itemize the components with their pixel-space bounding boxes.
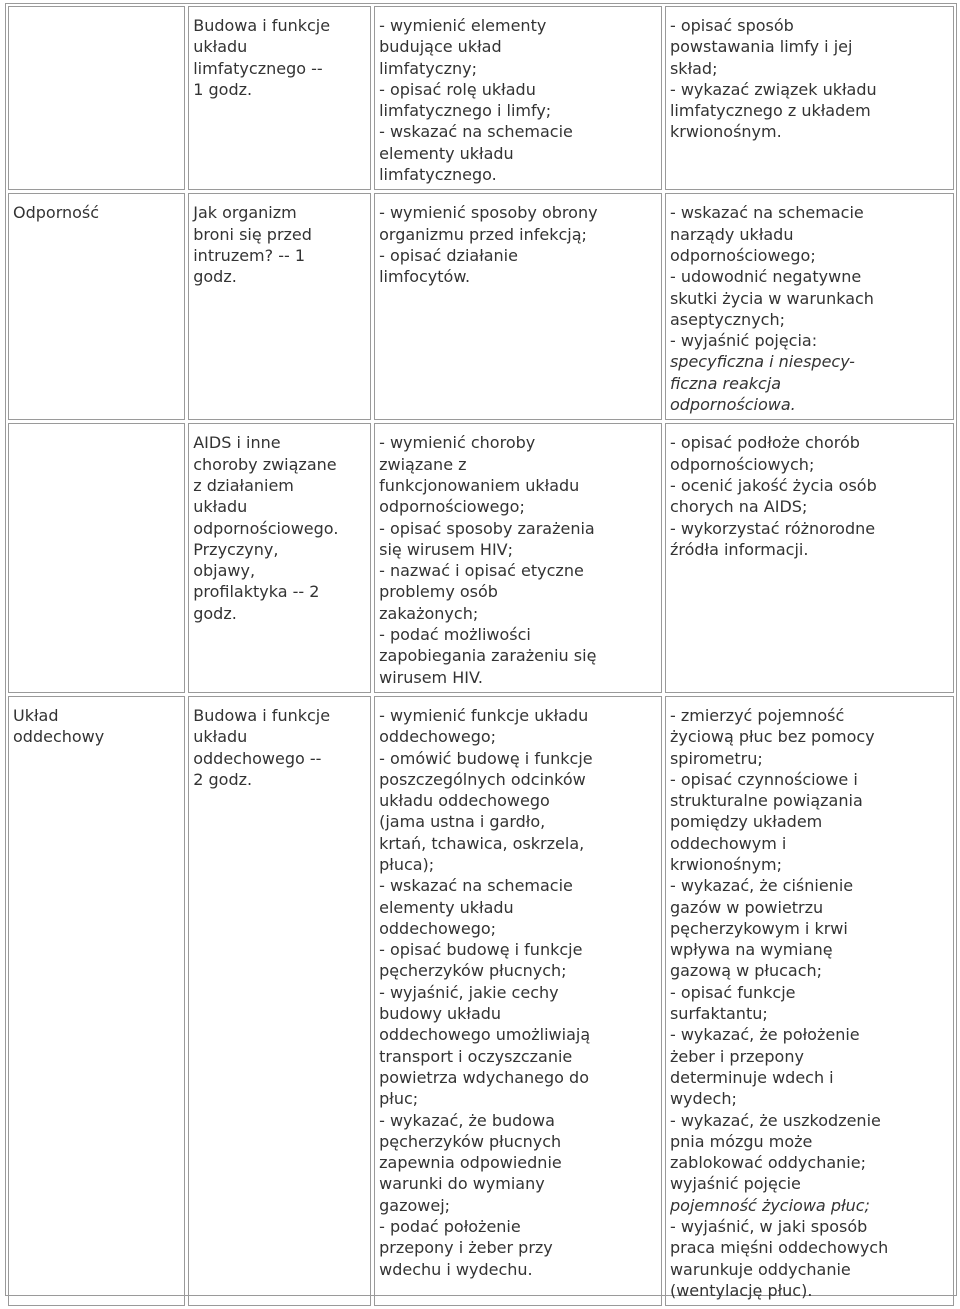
- basic-line: zapobiegania zarażeniu się: [379, 646, 597, 666]
- basic-requirements-cell: [374, 423, 662, 693]
- extended-line: powstawania limfy i jej: [669, 37, 853, 57]
- topic-line: intruzem? -- 1: [193, 245, 306, 265]
- table-row: [8, 696, 954, 1306]
- basic-line: oddechowego umożliwiają: [379, 1025, 591, 1045]
- table-row: [8, 193, 954, 420]
- extended-line-italic: odpornościowa.: [669, 395, 796, 415]
- basic-line: oddechowego;: [379, 727, 497, 747]
- topic-line: odpornościowego.: [193, 518, 339, 538]
- basic-requirements-cell: [374, 696, 662, 1306]
- topic-line: profilaktyka -- 2: [193, 582, 320, 602]
- basic-line: organizmu przed infekcją;: [379, 224, 587, 244]
- extended-line: warunkuje oddychanie: [669, 1259, 851, 1279]
- extended-line: - wyjaśnić pojęcia:: [669, 331, 818, 351]
- topic-line: Przyczyny,: [193, 539, 279, 559]
- basic-line: - wymienić choroby: [379, 433, 536, 453]
- extended-line: - opisać sposób: [669, 16, 794, 35]
- topic-cell: [188, 696, 371, 1306]
- basic-line: poszczególnych odcinków: [379, 769, 586, 789]
- basic-line: budujące układ: [379, 37, 502, 57]
- topic-line: objawy,: [193, 561, 256, 581]
- basic-line: wdechu i wydechu.: [379, 1259, 533, 1279]
- basic-line: - opisać działanie: [379, 245, 518, 265]
- extended-line: - ocenić jakość życia osób: [669, 475, 877, 495]
- basic-line: płuca);: [379, 854, 435, 874]
- topic-line: układu: [193, 37, 248, 57]
- extended-line: gazową w płucach;: [669, 961, 823, 981]
- extended-line: życiową płuc bez pomocy: [669, 727, 875, 747]
- basic-line: wirusem HIV.: [379, 667, 483, 687]
- extended-line-italic: pojemność życiowa płuc;: [669, 1195, 870, 1215]
- basic-line: gazowej;: [379, 1195, 451, 1215]
- extended-line: narządy układu: [669, 224, 794, 244]
- topic-cell: [188, 193, 371, 420]
- topic-line: choroby związane: [193, 454, 337, 474]
- extended-line: odpornościowych;: [669, 454, 815, 474]
- basic-line: - wskazać na schemacie: [379, 122, 573, 142]
- extended-line: gazów w powietrzu: [669, 897, 824, 917]
- topic-line: AIDS i inne: [193, 433, 281, 453]
- basic-line: - opisać sposoby zarażenia: [379, 518, 595, 538]
- section-cell: [8, 6, 185, 190]
- basic-line: funkcjonowaniem układu: [379, 475, 580, 495]
- basic-line: zakażonych;: [379, 603, 479, 623]
- section-cell: [8, 193, 185, 420]
- basic-line: - opisać rolę układu: [379, 79, 536, 99]
- extended-line: pęcherzykowym i krwi: [669, 918, 848, 938]
- extended-requirements-cell: [665, 6, 954, 190]
- basic-requirements-cell: [374, 6, 662, 190]
- basic-line: limfatycznego.: [379, 165, 497, 185]
- extended-line: praca mięśni oddechowych: [669, 1238, 889, 1258]
- extended-line: strukturalne powiązania: [669, 791, 863, 811]
- basic-line: się wirusem HIV;: [379, 539, 514, 559]
- basic-line: problemy osób: [379, 582, 498, 602]
- extended-line: (wentylację płuc).: [669, 1280, 813, 1300]
- extended-line: źródła informacji.: [669, 539, 809, 559]
- topic-line: z działaniem: [193, 475, 294, 495]
- basic-line: budowy układu: [379, 1004, 502, 1024]
- extended-line: - opisać funkcje: [669, 982, 796, 1002]
- extended-line: - opisać czynnościowe i: [669, 769, 858, 789]
- section-line: Układ: [13, 705, 59, 725]
- topic-cell: [188, 423, 371, 693]
- extended-line: żeber i przepony: [669, 1046, 804, 1066]
- extended-line: zablokować oddychanie;: [669, 1153, 866, 1173]
- basic-line: - wskazać na schemacie: [379, 876, 573, 896]
- basic-line: odpornościowego;: [379, 497, 525, 517]
- topic-line: oddechowego --: [193, 748, 322, 768]
- extended-requirements-cell: [665, 423, 954, 693]
- extended-line: skład;: [669, 58, 718, 78]
- extended-line-italic: ficzna reakcja: [669, 373, 782, 393]
- extended-line: odpornościowego;: [669, 245, 816, 265]
- extended-line: - wskazać na schemacie: [669, 203, 864, 223]
- extended-requirements-cell: [665, 696, 954, 1306]
- extended-requirements-cell: [665, 193, 954, 420]
- extended-line: pnia mózgu może: [669, 1131, 813, 1151]
- basic-line: powietrza wdychanego do: [379, 1067, 589, 1087]
- extended-line: - wykorzystać różnorodne: [669, 518, 876, 538]
- basic-line: przepony i żeber przy: [379, 1238, 553, 1258]
- basic-line: limfatyczny;: [379, 58, 477, 78]
- basic-line: - wymienić sposoby obrony: [379, 203, 598, 223]
- topic-cell: [188, 6, 371, 190]
- basic-line: - wymienić elementy: [379, 16, 547, 35]
- basic-line: limfatycznego i limfy;: [379, 101, 552, 121]
- basic-line: transport i oczyszczanie: [379, 1046, 573, 1066]
- extended-line: spirometru;: [669, 748, 763, 768]
- basic-line: - podać możliwości: [379, 625, 531, 645]
- basic-line: płuc;: [379, 1089, 419, 1109]
- topic-line: broni się przed: [193, 224, 312, 244]
- topic-line: limfatycznego --: [193, 58, 323, 78]
- topic-line: godz.: [193, 603, 237, 623]
- curriculum-table: [5, 3, 957, 1309]
- basic-line: - wyjaśnić, jakie cechy: [379, 982, 559, 1002]
- basic-line: - omówić budowę i funkcje: [379, 748, 593, 768]
- topic-line: 2 godz.: [193, 769, 253, 789]
- extended-line-italic: specyficzna i niespecy-: [669, 352, 855, 372]
- basic-line: limfocytów.: [379, 267, 471, 287]
- extended-line: chorych na AIDS;: [669, 497, 808, 517]
- basic-line: pęcherzyków płucnych;: [379, 961, 567, 981]
- extended-line: - wykazać, że ciśnienie: [669, 876, 854, 896]
- extended-line: determinuje wdech i: [669, 1067, 834, 1087]
- extended-line: krwionośnym.: [669, 122, 782, 142]
- basic-line: warunki do wymiany: [379, 1174, 545, 1194]
- extended-line: aseptycznych;: [669, 309, 785, 329]
- basic-line: elementy układu: [379, 143, 514, 163]
- basic-line: - wykazać, że budowa: [379, 1110, 555, 1130]
- topic-line: 1 godz.: [193, 79, 253, 99]
- basic-line: krtań, tchawica, oskrzela,: [379, 833, 585, 853]
- basic-line: elementy układu: [379, 897, 514, 917]
- extended-line: surfaktantu;: [669, 1004, 768, 1024]
- extended-line: - wykazać, że położenie: [669, 1025, 860, 1045]
- extended-line: limfatycznego z układem: [669, 101, 871, 121]
- extended-line: krwionośnym;: [669, 854, 782, 874]
- extended-line: - wyjaśnić, w jaki sposób: [669, 1217, 868, 1237]
- section-cell: [8, 696, 185, 1306]
- basic-line: związane z: [379, 454, 467, 474]
- table-row: [8, 6, 954, 190]
- basic-line: (jama ustna i gardło,: [379, 812, 546, 832]
- extended-line: - opisać podłoże chorób: [669, 433, 860, 453]
- extended-line: - wykazać, że uszkodzenie: [669, 1110, 881, 1130]
- basic-line: - nazwać i opisać etyczne: [379, 561, 584, 581]
- extended-line: pomiędzy układem: [669, 812, 823, 832]
- topic-line: układu: [193, 727, 248, 747]
- basic-line: pęcherzyków płucnych: [379, 1131, 562, 1151]
- table-row: [8, 423, 954, 693]
- basic-line: zapewnia odpowiednie: [379, 1153, 562, 1173]
- extended-line: - zmierzyć pojemność: [669, 705, 845, 725]
- topic-line: Budowa i funkcje: [193, 16, 331, 35]
- basic-line: oddechowego;: [379, 918, 497, 938]
- extended-line: wyjaśnić pojęcie: [669, 1174, 801, 1194]
- topic-line: godz.: [193, 267, 237, 287]
- topic-line: Budowa i funkcje: [193, 705, 331, 725]
- basic-line: - podać położenie: [379, 1217, 521, 1237]
- section-line: Odporność: [13, 203, 100, 223]
- section-cell: [8, 423, 185, 693]
- basic-line: - opisać budowę i funkcje: [379, 940, 583, 960]
- basic-line: - wymienić funkcje układu: [379, 705, 589, 725]
- section-line: oddechowy: [13, 727, 105, 747]
- extended-line: - udowodnić negatywne: [669, 267, 862, 287]
- basic-line: układu oddechowego: [379, 791, 550, 811]
- extended-line: wpływa na wymianę: [669, 940, 833, 960]
- topic-line: Jak organizm: [193, 203, 297, 223]
- extended-line: wydech;: [669, 1089, 737, 1109]
- extended-line: - wykazać związek układu: [669, 79, 877, 99]
- topic-line: układu: [193, 497, 248, 517]
- extended-line: skutki życia w warunkach: [669, 288, 874, 308]
- extended-line: oddechowym i: [669, 833, 787, 853]
- basic-requirements-cell: [374, 193, 662, 420]
